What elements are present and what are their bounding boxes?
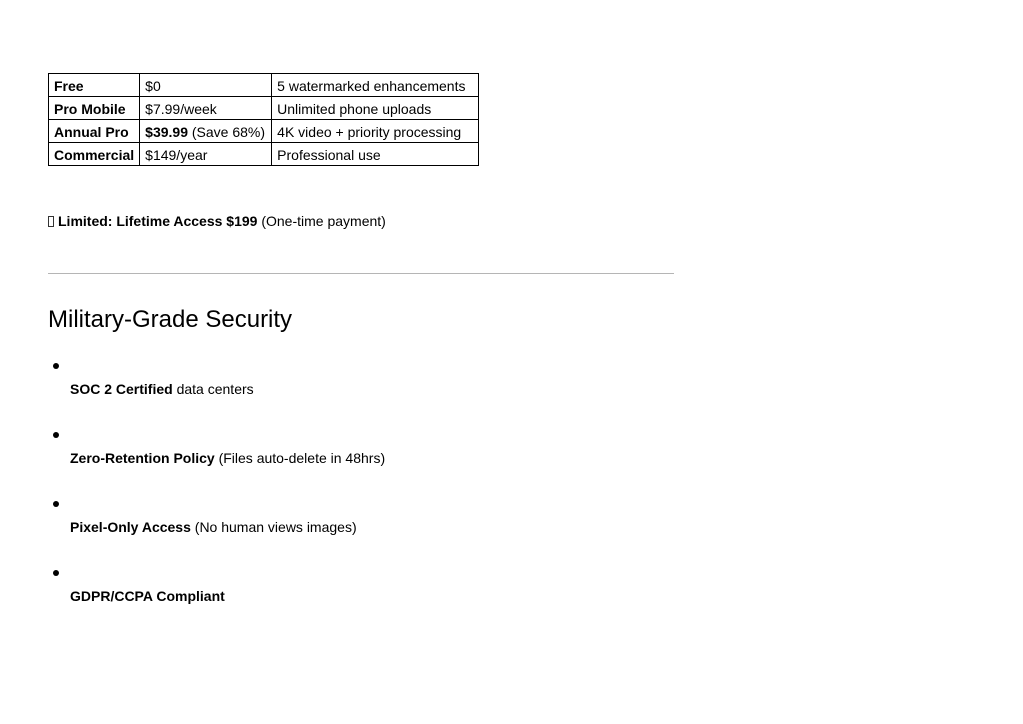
price-text: $0 (145, 77, 161, 94)
price-cell (140, 143, 272, 166)
bullet-icon (53, 570, 59, 576)
table-row (49, 143, 479, 166)
limited-offer-title: Limited: Lifetime Access $199 (58, 213, 258, 229)
feature-cell: 5 watermarked enhancements (272, 74, 479, 97)
list-item-bold: Pixel-Only Access (70, 519, 191, 535)
list-item-bold: SOC 2 Certified (70, 381, 173, 397)
pricing-table (48, 73, 479, 166)
feature-cell: Professional use (272, 143, 479, 166)
price-cell (140, 97, 272, 120)
feature-cell: Unlimited phone uploads (272, 97, 479, 120)
bullet-icon (53, 432, 59, 438)
list-item-text (70, 588, 225, 604)
price-bold: $39.99 (145, 123, 188, 140)
plan-cell: Free (49, 74, 140, 97)
section-heading: Military-Grade Security (48, 306, 293, 333)
price-text: $7.99/week (145, 100, 217, 117)
list-item-rest: (Files auto-delete in 48hrs) (214, 450, 386, 466)
plan-cell: Annual Pro (49, 120, 140, 143)
price-cell (140, 74, 272, 97)
price-cell (140, 120, 272, 143)
list-item-text (70, 450, 385, 466)
plan-cell: Commercial (49, 143, 140, 166)
bullet-icon (53, 363, 59, 369)
list-item-bold: GDPR/CCPA Compliant (70, 588, 225, 604)
bullet-icon (53, 501, 59, 507)
price-text: (Save 68%) (187, 123, 266, 140)
table-row (49, 120, 479, 143)
limited-offer (48, 213, 386, 229)
limited-offer-note: (One-time payment) (257, 213, 386, 229)
feature-cell: 4K video + priority processing (272, 120, 479, 143)
list-item-text (70, 519, 357, 535)
list-item-rest: data centers (172, 381, 254, 397)
list-item-rest: (No human views images) (190, 519, 357, 535)
plan-cell: Pro Mobile (49, 97, 140, 120)
unsupported-glyph-icon (48, 216, 54, 227)
horizontal-divider (48, 273, 674, 274)
list-item-bold: Zero-Retention Policy (70, 450, 215, 466)
table-row (49, 97, 479, 120)
price-text: $149/year (145, 146, 208, 163)
table-row (49, 74, 479, 97)
list-item-text (70, 381, 254, 397)
